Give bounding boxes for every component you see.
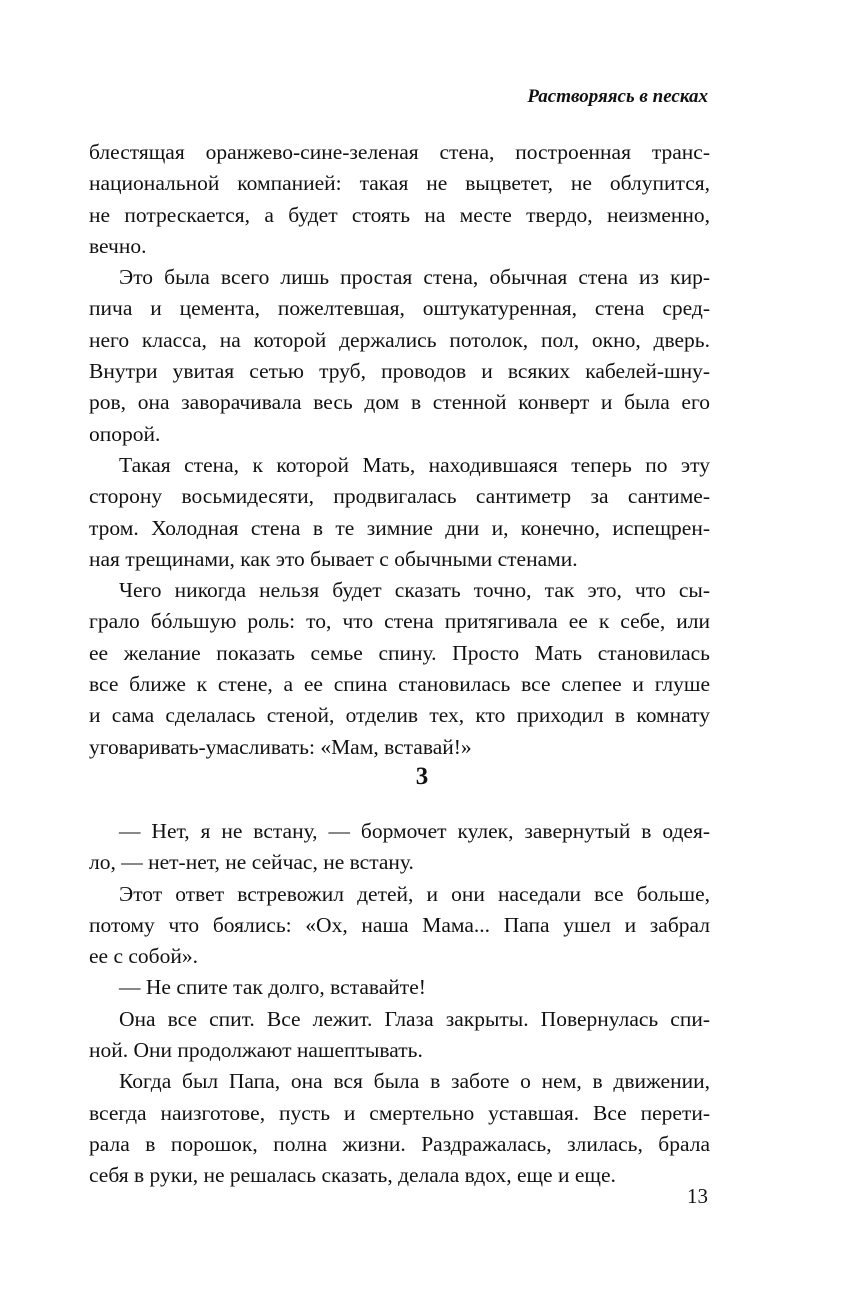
chapter-number: 3 <box>415 763 429 790</box>
text-line: блестящая оранжево-сине-зеленая стена, построенная транс- <box>89 140 710 164</box>
text-line: Этот ответ встревожил детей, и они наседали все больше, <box>119 881 710 906</box>
text-line: и сама сделалась стеной, отделив тех, кто приходил в комнату <box>89 703 710 728</box>
text-line: ее с собой». <box>89 944 198 969</box>
text-line: вечно. <box>89 233 147 258</box>
body-text-section-2 <box>89 816 710 1192</box>
text-line: ной. Они продолжают нашептывать. <box>89 1038 423 1063</box>
paragraph <box>89 879 710 973</box>
text-line: пича и цемента, пожелтевшая, оштукатуренная, стена сред- <box>89 296 710 321</box>
text-line: не потрескается, а будет стоять на месте твердо, неизменно, <box>89 202 710 227</box>
text-line: него класса, на которой держались потолок, пол, окно, дверь. <box>89 327 710 352</box>
running-header: Растворяясь в песках <box>527 86 708 107</box>
text-line: ее желание показать семье спину. Просто Мать становилась <box>89 640 710 665</box>
paragraph <box>89 575 710 763</box>
body-text-section-1 <box>89 137 710 763</box>
text-line: рала в порошок, полна жизни. Раздражалась, злилась, брала <box>89 1131 710 1156</box>
text-line: национальной компанией: такая не выцветет, не облупится, <box>89 171 710 196</box>
paragraph <box>89 972 710 1003</box>
text-line: Чего никогда нельзя будет сказать точно, так это, что сы- <box>119 578 710 603</box>
text-line: грало бóльшую роль: то, что стена притягивала ее к себе, или <box>89 609 710 634</box>
text-line: ная трещинами, как это бывает с обычными стенами. <box>89 546 578 571</box>
text-line: Это была всего лишь простая стена, обычная стена из кир- <box>119 265 710 290</box>
text-line: Такая стена, к которой Мать, находившаяся теперь по эту <box>119 452 710 477</box>
text-line: ло, — нет-нет, не сейчас, не встану. <box>89 850 414 875</box>
page-number: 13 <box>687 1184 708 1208</box>
paragraph <box>89 450 710 575</box>
text-line: ров, она заворачивала весь дом в стенной конверт и была его <box>89 390 710 415</box>
text-line: Когда был Папа, она вся была в заботе о нем, в движении, <box>119 1069 710 1094</box>
text-line: всегда наизготове, пусть и смертельно уставшая. Все перети- <box>89 1100 710 1125</box>
text-line: уговаривать-умасливать: «Мам, вставай!» <box>89 734 472 759</box>
paragraph <box>89 137 710 262</box>
paragraph <box>89 262 710 450</box>
paragraph <box>89 1066 710 1191</box>
text-line: все ближе к стене, а ее спина становилась все слепее и глуше <box>89 672 710 697</box>
text-line: — Не спите так долго, вставайте! <box>119 975 426 1000</box>
paragraph <box>89 1004 710 1067</box>
text-line: опорой. <box>89 421 161 446</box>
text-line: потому что боялись: «Ох, наша Мама... Папа ушел и забрал <box>89 912 710 937</box>
text-line: Она все спит. Все лежит. Глаза закрыты. Повернулась спи- <box>119 1006 710 1031</box>
text-line: тром. Холодная стена в те зимние дни и, конечно, испещрен- <box>89 515 710 540</box>
text-line: сторону восьмидесяти, продвигалась сантиметр за сантиме- <box>89 484 710 509</box>
text-line: себя в руки, не решалась сказать, делала вдох, еще и еще. <box>89 1163 616 1188</box>
paragraph <box>89 816 710 879</box>
text-line: — Нет, я не встану, — бормочет кулек, завернутый в одея- <box>119 819 710 843</box>
text-line: Внутри увитая сетью труб, проводов и всяких кабелей-шну- <box>89 359 710 384</box>
